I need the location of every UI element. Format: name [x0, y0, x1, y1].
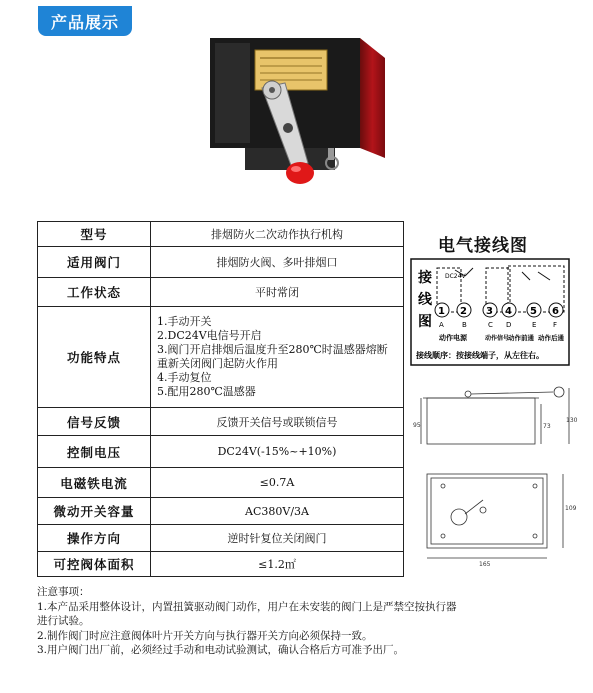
spec-key: 微动开关容量 [38, 498, 151, 525]
spec-row-current [38, 468, 404, 498]
spec-value: 排烟防火二次动作执行机构 [151, 222, 404, 247]
wiring-side-label: 接 [418, 270, 432, 286]
spec-value: 平时常闭 [151, 278, 404, 307]
spec-key: 功能特点 [38, 307, 151, 408]
wiring-side-label: 线 [418, 292, 432, 308]
notes-section [37, 585, 467, 658]
spec-row-valve [38, 247, 404, 278]
terminal-letter: B [462, 321, 467, 329]
spec-value-features [151, 307, 404, 408]
notes-title: 注意事项： [37, 586, 90, 598]
dimension-drawing [413, 382, 578, 568]
spec-row-features [38, 307, 404, 408]
spec-row-voltage [38, 436, 404, 468]
terminal-letter: E [532, 321, 537, 329]
dim-label: 95 [413, 422, 421, 429]
spec-table [37, 221, 404, 577]
spec-value: ≤0.7A [151, 468, 404, 498]
group-label: 动作电源 [439, 334, 467, 342]
wiring-order-text: 接线顺序：按接线端子，从左往右。 [416, 351, 544, 360]
spec-value: 反馈开关信号或联锁信号 [151, 408, 404, 436]
spec-value: 逆时针复位关闭阀门 [151, 525, 404, 552]
terminal-number: 1 [438, 306, 445, 317]
spec-value: AC380V/3A [151, 498, 404, 525]
wiring-diagram-title: 电气接线图 [438, 236, 528, 256]
note-item: 2.制作阀门时应注意阀体叶片开关方向与执行器开关方向必须保持一致。 [37, 629, 373, 642]
terminal-number: 2 [460, 306, 467, 317]
spec-row-signal [38, 408, 404, 436]
spec-key: 工作状态 [38, 278, 151, 307]
dim-label: 73 [543, 423, 551, 430]
note-item: 3.用户阀门出厂前，必须经过手动和电动试验测试，确认合格后方可准予出厂。 [37, 644, 405, 656]
product-photo [210, 38, 390, 218]
terminal-letter: C [488, 321, 493, 329]
spec-row-state [38, 278, 404, 307]
terminal-letter: A [439, 321, 444, 329]
product-display-badge: 产品展示 [38, 6, 132, 36]
dim-label: 109 [565, 505, 577, 512]
wiring-diagram [410, 258, 570, 366]
spec-row-model [38, 222, 404, 247]
wiring-side-label: 图 [418, 314, 432, 330]
terminal-number: 5 [530, 306, 537, 317]
spec-row-switch-capacity [38, 498, 404, 525]
spec-value: 排烟防火阀、多叶排烟口 [151, 247, 404, 278]
spec-value: ≤1.2㎡ [151, 552, 404, 577]
note-item: 1.本产品采用整体设计，内置扭簧驱动阀门动作，用户在未安装的阀门上是严禁空按执行器进行试验。 [37, 600, 457, 627]
spec-row-area [38, 552, 404, 577]
group-label: 动作信号 [485, 335, 510, 342]
spec-key: 操作方向 [38, 525, 151, 552]
feature-line: 重新关闭阀门起防火作用 [157, 357, 278, 370]
spec-key: 电磁铁电流 [38, 468, 151, 498]
terminal-number: 3 [486, 306, 493, 317]
spec-key: 信号反馈 [38, 408, 151, 436]
spec-row-direction [38, 525, 404, 552]
terminal-letter: D [506, 321, 512, 329]
feature-line: 3.阀门开启排烟后温度升至280℃时温感器熔断 [157, 343, 388, 356]
feature-line: 1.手动开关 [157, 315, 212, 328]
terminal-number: 6 [552, 306, 559, 317]
feature-line: 4.手动复位 [157, 371, 212, 384]
spec-key: 型号 [38, 222, 151, 247]
terminal-number: 4 [505, 306, 512, 317]
feature-line: 2.DC24V电信号开启 [157, 329, 262, 342]
spec-key: 控制电压 [38, 436, 151, 468]
terminal-letter: F [553, 321, 558, 329]
dim-label: 165 [479, 561, 491, 568]
dim-label: 130 [566, 417, 578, 424]
group-label: 动作后通 [538, 334, 564, 342]
group-label: 动作前通 [508, 334, 534, 342]
spec-key: 可控阀体面积 [38, 552, 151, 577]
spec-key: 适用阀门 [38, 247, 151, 278]
spec-value: DC24V(-15%~+10%) [151, 436, 404, 468]
dc-label: DC24V [445, 273, 466, 280]
feature-line: 5.配用280℃温感器 [157, 385, 256, 398]
